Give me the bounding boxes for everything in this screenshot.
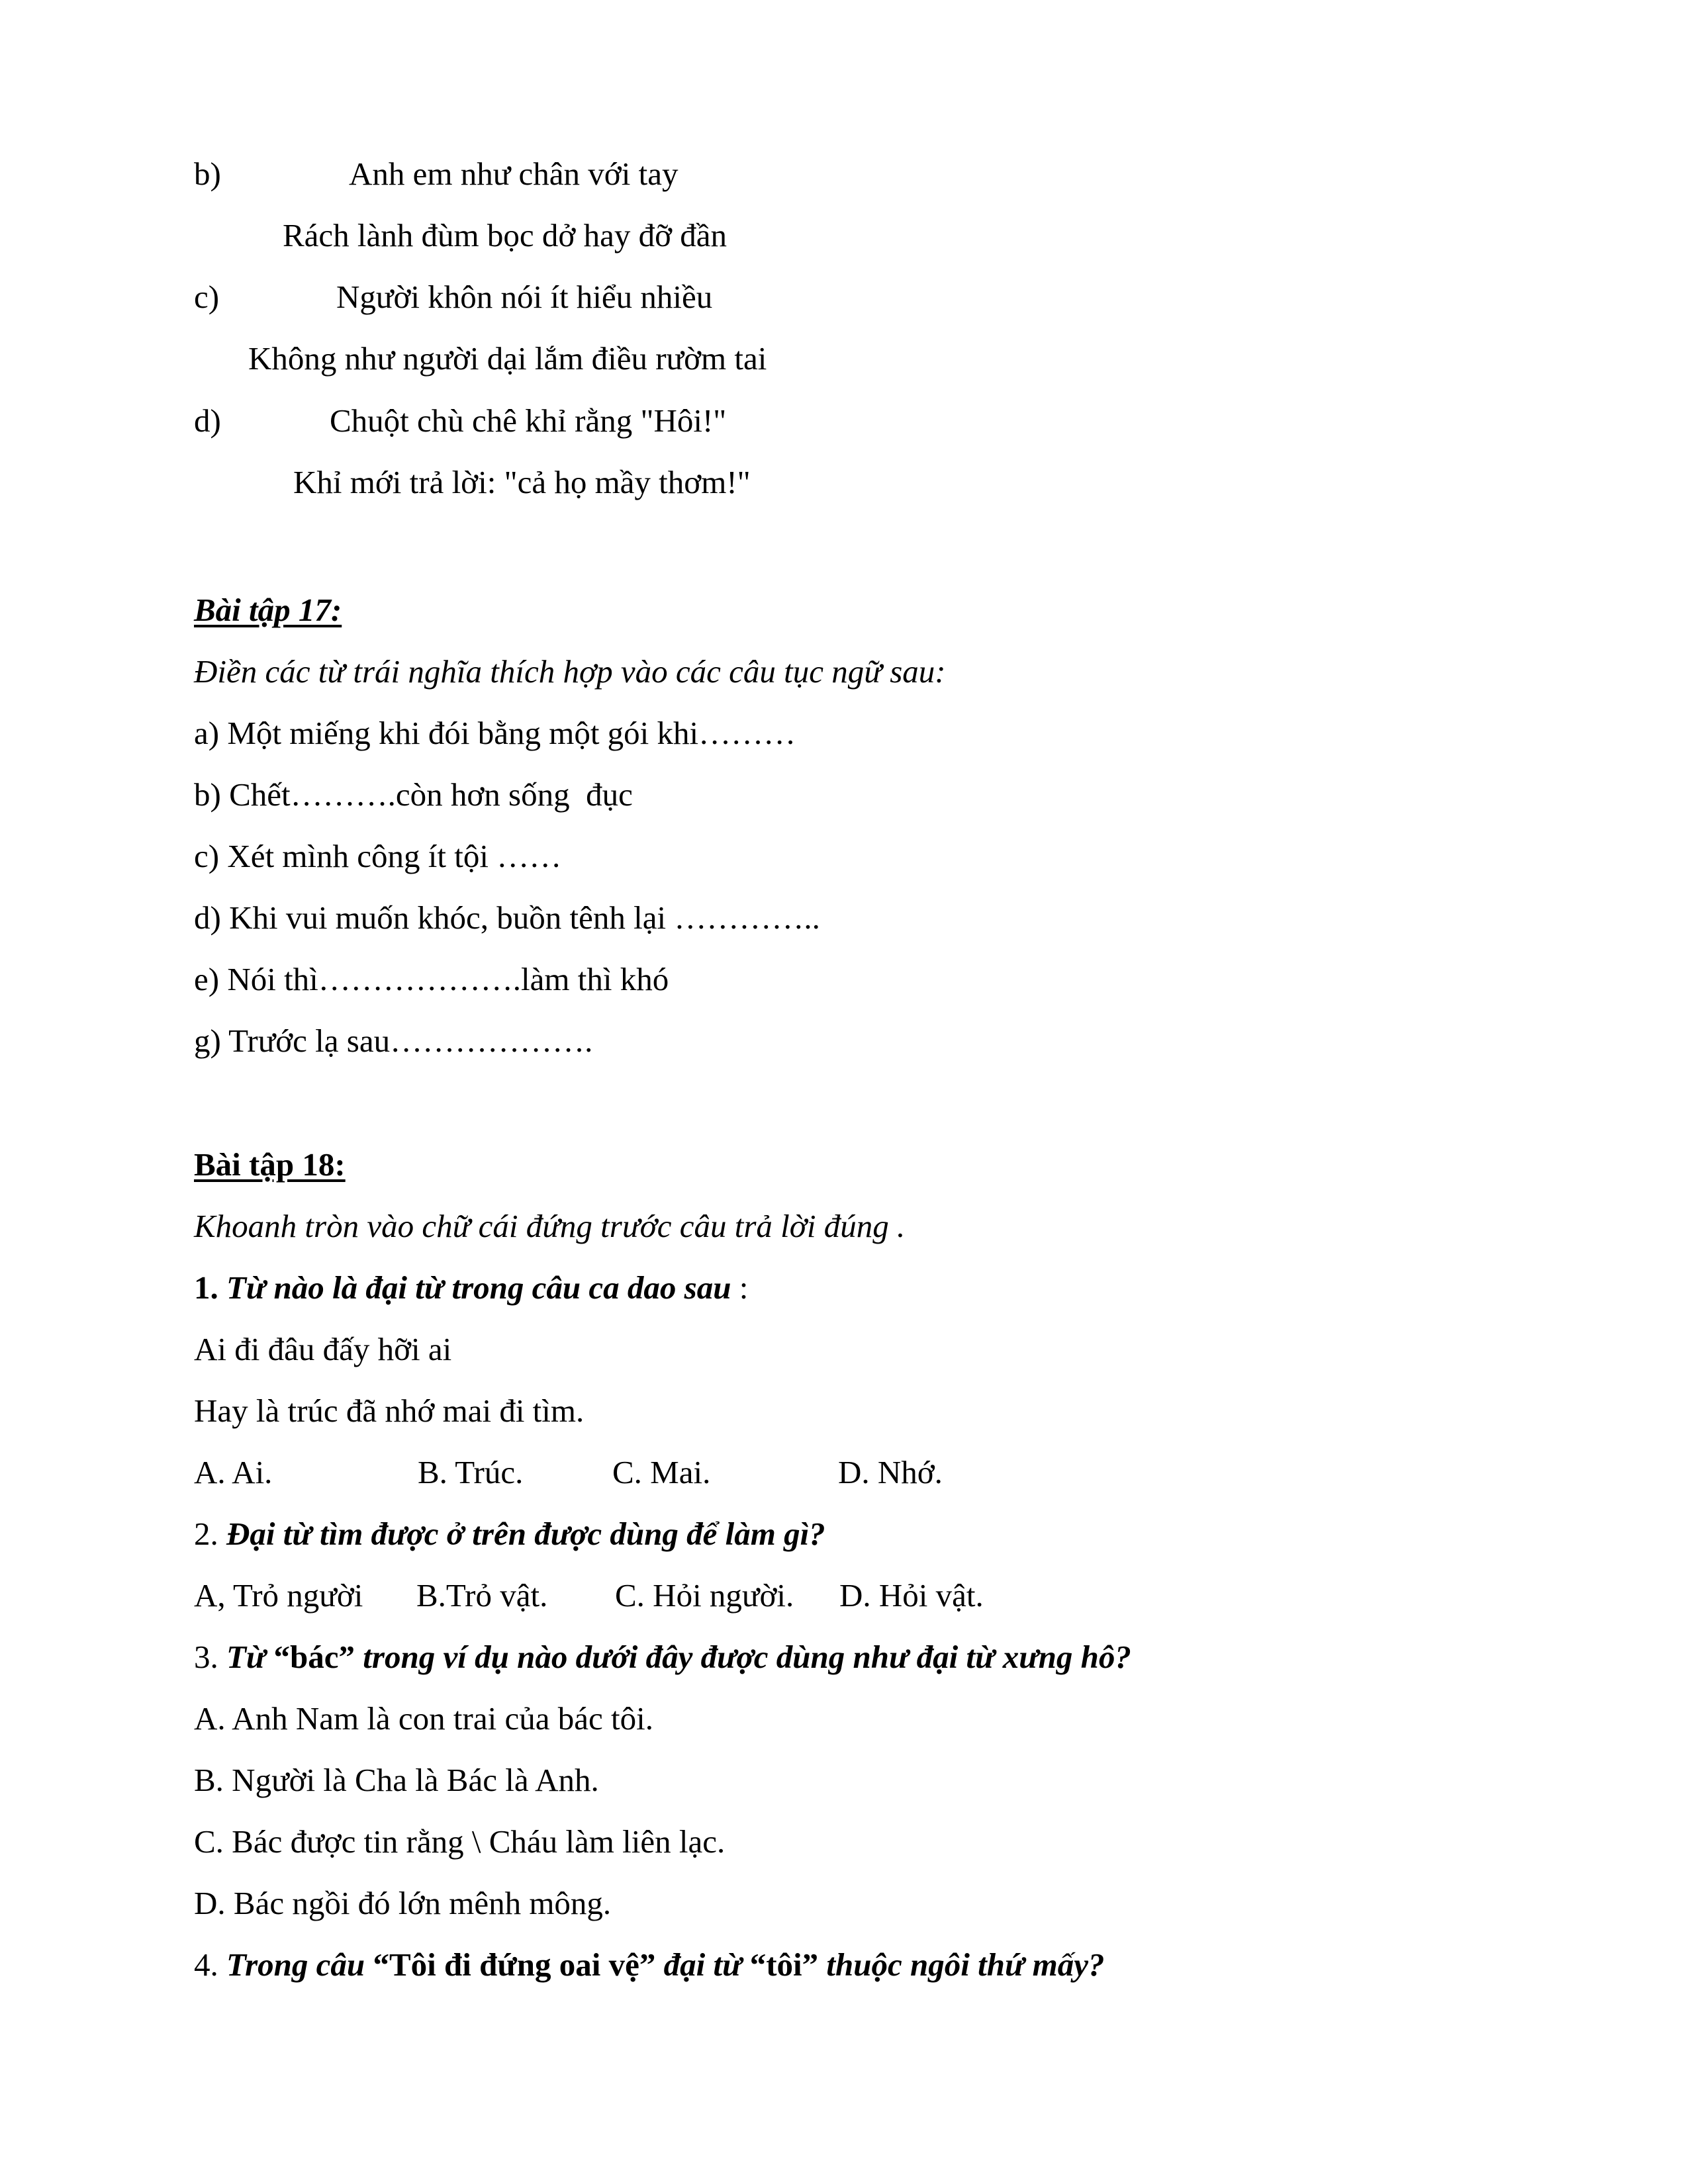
poem-c-label: c) [194, 279, 220, 315]
exercise-17-item: d) Khi vui muốn khóc, buồn tênh lại ………….. [194, 899, 820, 936]
exercise-17-item: e) Nói thì……………….làm thì khó [194, 961, 669, 997]
verse-line: Ai đi đâu đấy hỡi ai [194, 1331, 452, 1367]
question-2 [194, 1518, 825, 1550]
poem-d-line2: Khỉ mới trả lời: "cả họ mầy thơm!" [293, 464, 751, 500]
poem-d-line1: Chuột chù chê khỉ rằng "Hôi!" [330, 402, 727, 439]
question-text: trong ví dụ nào dưới đây được dùng như đại từ xưng hô? [355, 1639, 1131, 1675]
answer-option: C. Bác được tin rằng \ Cháu làm liên lạc. [194, 1823, 726, 1860]
answer-option: A, Trỏ người [194, 1577, 363, 1614]
answer-option: C. Hỏi người. [615, 1577, 794, 1614]
exercise-18-instruction: Khoanh tròn vào chữ cái đứng trước câu trả lời đúng . [194, 1208, 906, 1244]
question-text: thuộc ngôi thứ mấy? [818, 1946, 1105, 1983]
poem-d-label: d) [194, 402, 221, 439]
question-1 [194, 1271, 748, 1304]
exercise-17-item: g) Trước lạ sau………………. [194, 1023, 593, 1059]
exercise-18-title: Bài tập 18: [194, 1146, 346, 1183]
question-text: Từ nào là đại từ trong câu ca dao sau [218, 1269, 731, 1306]
answer-option: A. Anh Nam là con trai của bác tôi. [194, 1700, 653, 1737]
poem-b-label: b) [194, 156, 221, 192]
question-number: 3. [194, 1639, 218, 1675]
question-number: 2. [194, 1516, 218, 1552]
answer-option: D. Nhớ. [838, 1454, 943, 1490]
question-text: Trong câu [218, 1946, 373, 1983]
poem-c-line2: Không như người dại lắm điều rườm tai [248, 340, 767, 377]
answer-option: B. Trúc. [418, 1454, 524, 1490]
answer-option: C. Mai. [612, 1454, 711, 1490]
poem-c-line1: Người khôn nói ít hiểu nhiều [336, 279, 713, 315]
exercise-17-title: Bài tập 17: [194, 592, 342, 628]
question-4 [194, 1948, 1104, 1981]
question-text: Đại từ tìm được ở trên được dùng để làm gì? [218, 1516, 825, 1552]
exercise-17-instruction: Điền các từ trái nghĩa thích hợp vào các câu tục ngữ sau: [194, 653, 946, 690]
question-number: 1. [194, 1269, 218, 1306]
exercise-17-item: c) Xét mình công ít tội …… [194, 838, 562, 874]
answer-option: A. Ai. [194, 1454, 273, 1490]
exercise-17-item: b) Chết……….còn hơn sống đục [194, 776, 633, 813]
question-suffix: : [731, 1269, 749, 1306]
quoted-word: “bác” [273, 1639, 355, 1675]
question-text: Từ [218, 1639, 274, 1675]
question-text: đại từ [655, 1946, 750, 1983]
answer-option: D. Hỏi vật. [839, 1577, 984, 1614]
question-number: 4. [194, 1946, 218, 1983]
verse-line: Hay là trúc đã nhớ mai đi tìm. [194, 1392, 585, 1429]
quoted-word: “tôi” [749, 1946, 819, 1983]
exercise-17-item: a) Một miếng khi đói bằng một gói khi……… [194, 715, 796, 751]
poem-b-line2: Rách lành đùm bọc dở hay đỡ đần [283, 217, 727, 253]
question-3 [194, 1641, 1131, 1673]
answer-option: D. Bác ngồi đó lớn mênh mông. [194, 1885, 612, 1921]
answer-option: B. Người là Cha là Bác là Anh. [194, 1762, 599, 1798]
answer-option: B.Trỏ vật. [416, 1577, 548, 1614]
quoted-sentence: “Tôi đi đứng oai vệ” [373, 1946, 656, 1983]
poem-b-line1: Anh em như chân với tay [349, 156, 679, 192]
